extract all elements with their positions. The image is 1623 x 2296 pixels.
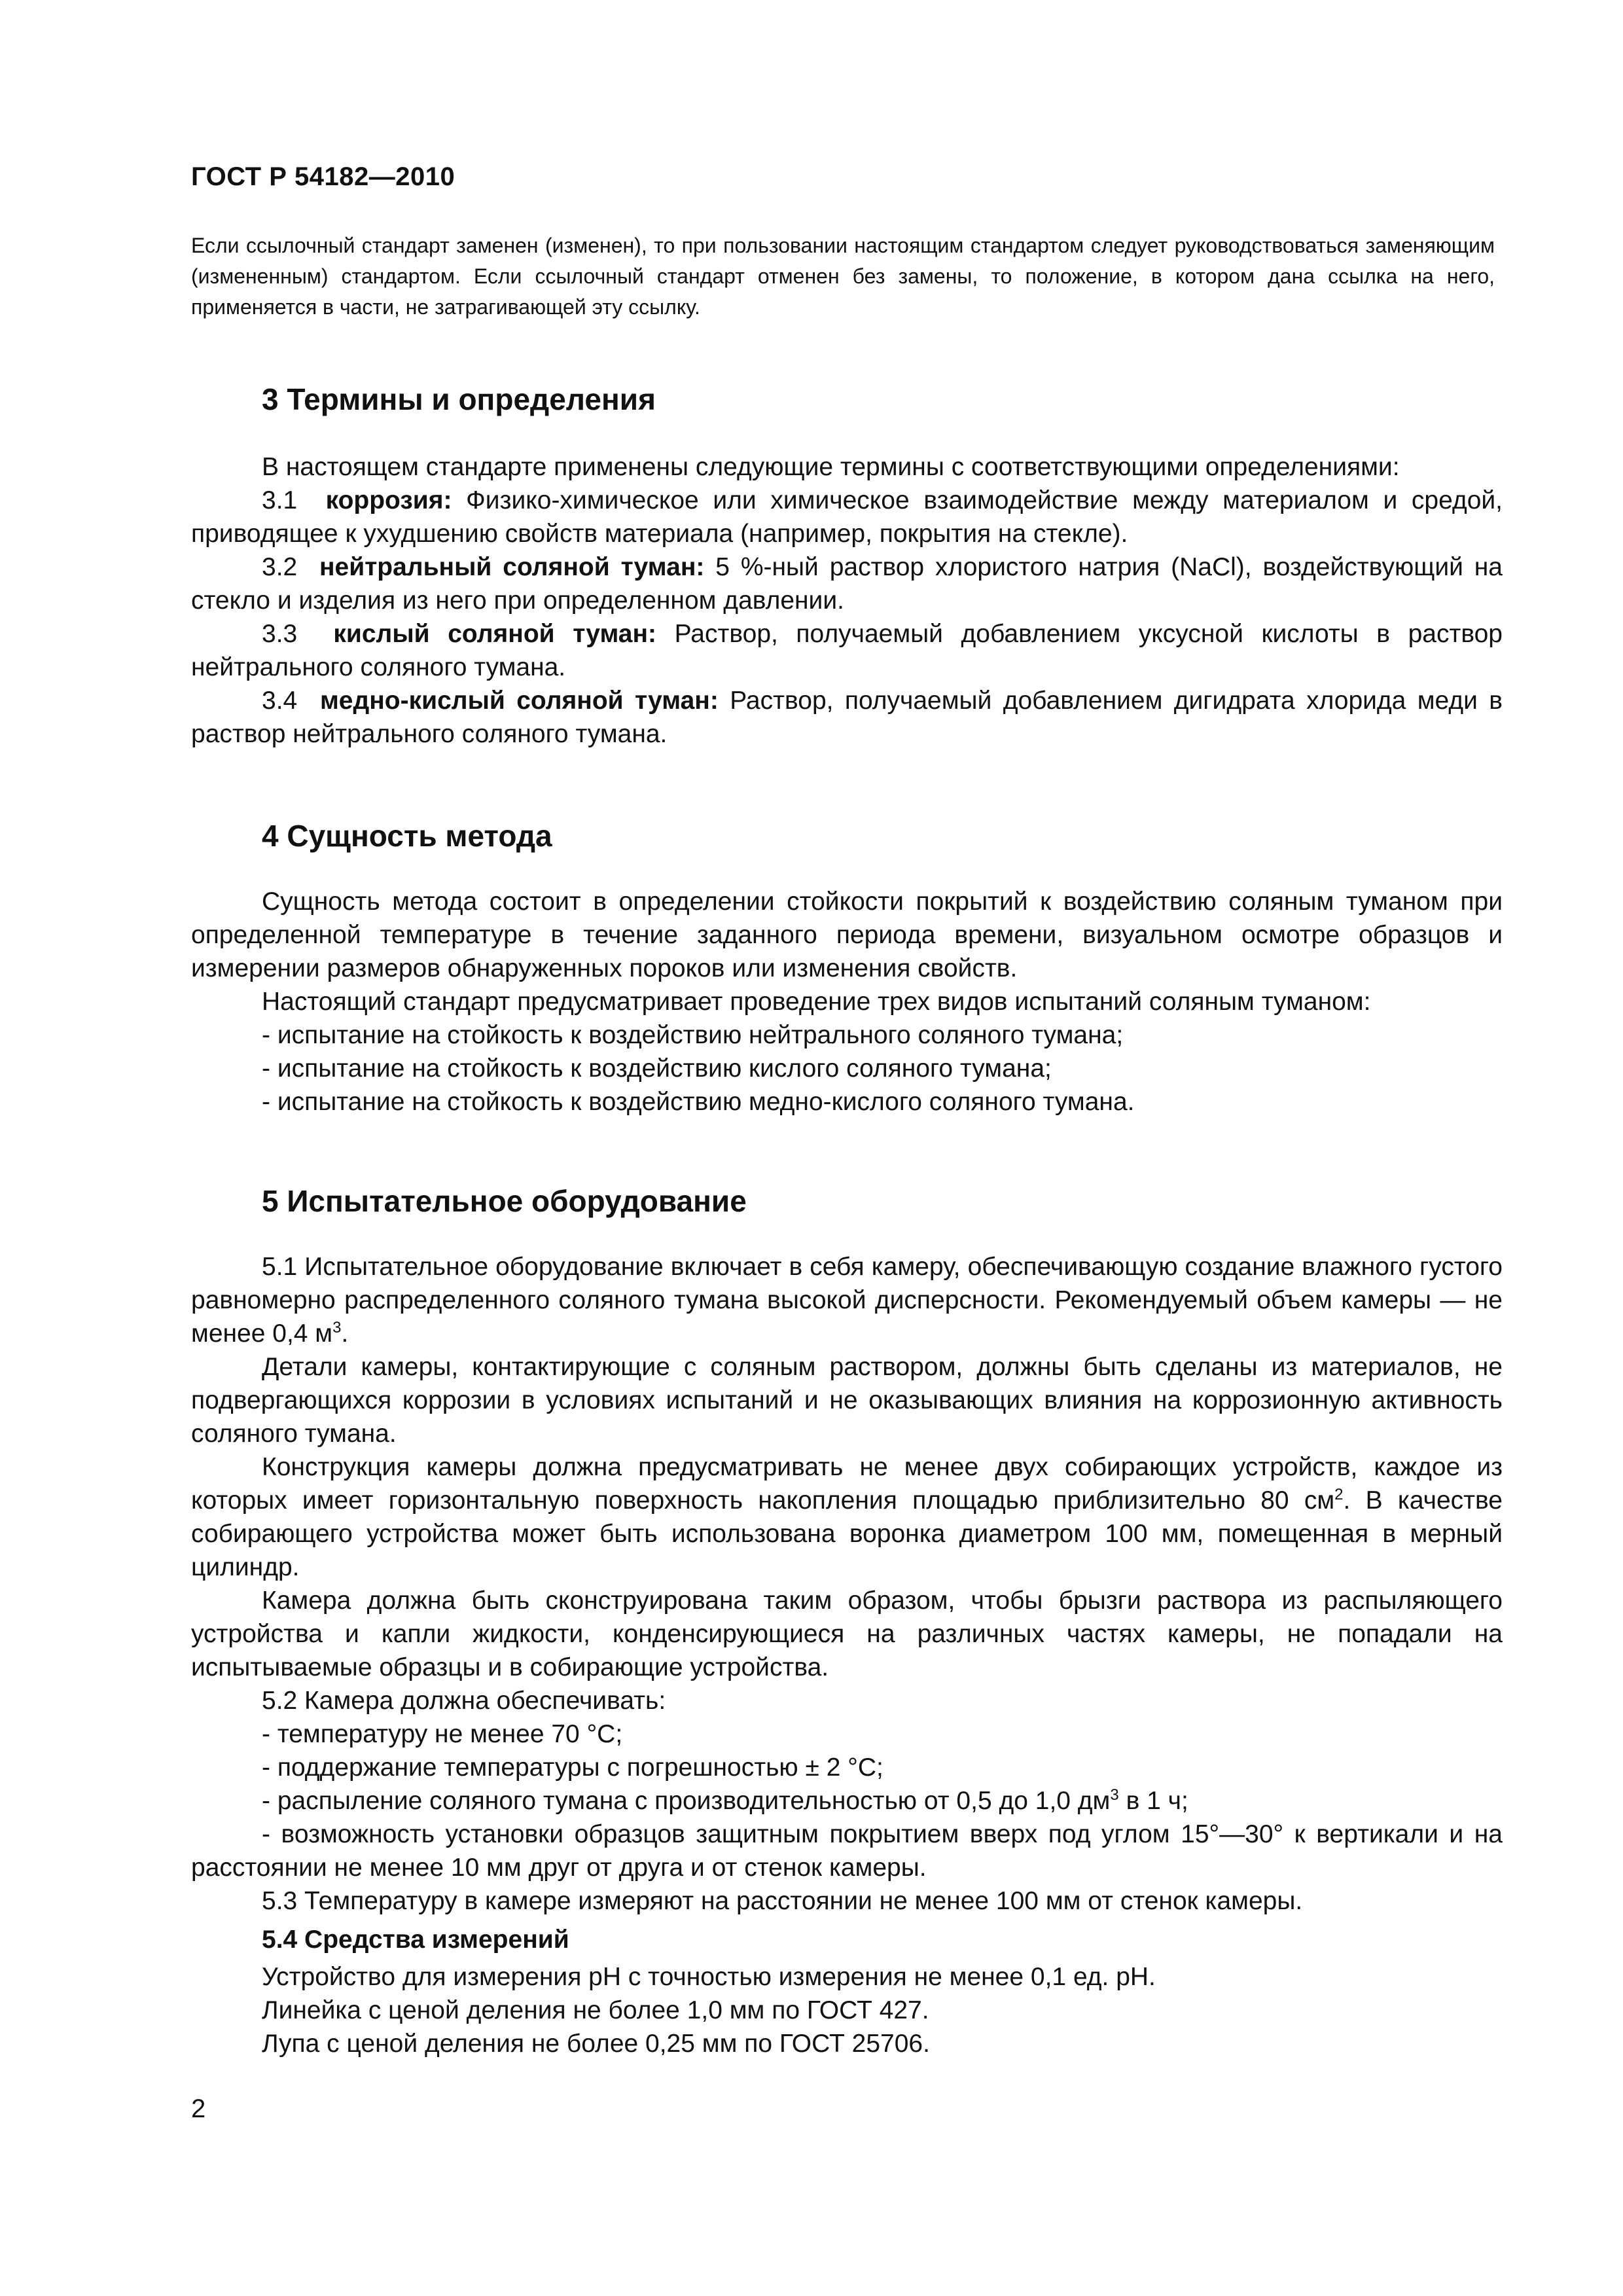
section-5-body xyxy=(191,1250,1503,2060)
measurement-item: Устройство для измерения рН с точностью измерения не менее 0,1 ед. рН. xyxy=(262,1963,1156,1991)
term-number: 3.4 xyxy=(262,687,298,715)
page-number: 2 xyxy=(191,2094,206,2123)
list-item: - температуру не менее 70 °С; xyxy=(262,1720,623,1748)
section-5-4-title: 5.4 Средства измерений xyxy=(262,1926,569,1954)
term-number: 3.1 xyxy=(262,486,298,514)
section-5-paragraph-3: Конструкция камеры должна предусматривать не менее двух собирающих устройств, каждое из которых имеет горизонтальную поверхность накопления площадью приблизительно 80 $см^2$. В качестве собирающего устройства может быть использована воронка диаметром 100 мм, помещенная в мерный цилиндр. xyxy=(191,1453,1503,1581)
document-header: ГОСТ Р 54182—2010 xyxy=(191,162,455,191)
term-name: нейтральный соляной туман: xyxy=(319,553,705,581)
list-item: - возможность установки образцов защитным покрытием вверх под углом 15°—30° к вертикали и на расстоянии не менее 10 мм друг от друга и от стенок камеры. xyxy=(191,1820,1503,1882)
term-3-2 xyxy=(191,550,1503,617)
term-3-3 xyxy=(191,617,1503,684)
list-item: - испытание на стойкость к воздействию нейтрального соляного тумана; xyxy=(262,1021,1124,1049)
measurement-item: Лупа с ценой деления не более 0,25 мм по ГОСТ 25706. xyxy=(262,2030,930,2058)
term-name: кислый соляной туман: xyxy=(333,620,657,648)
section-5-1-paragraph: 5.1 Испытательное оборудование включает в себя камеру, обеспечивающую создание влажного густого равномерно распределенного соляного тумана высокой дисперсности. Рекомендуемый объем камеры — не менее 0,4 $м^3$. xyxy=(191,1253,1503,1348)
section-4-body xyxy=(191,885,1503,1119)
section-5-3-paragraph: 5.3 Температуру в камере измеряют на расстоянии не менее 100 мм от стенок камеры. xyxy=(262,1887,1303,1915)
measurement-item: Линейка с ценой деления не более 1,0 мм по ГОСТ 427. xyxy=(262,1996,929,2024)
section-5-2-paragraph: 5.2 Камера должна обеспечивать: xyxy=(262,1687,666,1715)
term-name: медно-кислый соляной туман: xyxy=(319,687,719,715)
term-definition: Раствор, получаемый добавлением уксусной кислоты в раствор нейтрального соляного тумана. xyxy=(191,620,1503,681)
term-definition: Физико-химическое или химическое взаимодействие между материалом и средой, приводящее к ухудшению свойств материала (например, покрытия на стекле). xyxy=(191,486,1503,548)
term-3-1 xyxy=(191,484,1503,550)
section-3-lead: В настоящем стандарте применены следующие термины с соответствующими определениями: xyxy=(262,453,1400,481)
term-number: 3.2 xyxy=(262,553,298,581)
list-item: - испытание на стойкость к воздействию медно-кислого соляного тумана. xyxy=(262,1088,1135,1116)
list-item: - распыление соляного тумана с производительностью от 0,5 до 1,0 $дм^3$ в 1 ч; xyxy=(262,1786,1188,1815)
section-4-paragraph-1: Сущность метода состоит в определении стойкости покрытий к воздействию соляным туманом при определенной температуре в течение заданного периода времени, визуальном осмотре образцов и измерении размеров обнаруженных пороков или изменения свойств. xyxy=(191,888,1503,982)
section-3-title: 3 Термины и определения xyxy=(262,382,656,416)
list-item: - поддержание температуры с погрешностью ± 2 °С; xyxy=(262,1753,883,1782)
list-item: - испытание на стойкость к воздействию кислого соляного тумана; xyxy=(262,1054,1052,1083)
section-5-paragraph-4: Камера должна быть сконструирована таким образом, чтобы брызги раствора из распыляющего устройства и капли жидкости, конденсирующиеся на различных частях камеры, не попадали на испытываемые образцы и в собирающие устройства. xyxy=(191,1587,1503,1681)
intro-paragraph: Если ссылочный стандарт заменен (изменен), то при пользовании настоящим стандартом следует руководствоваться заменяющим (измененным) стандартом. Если ссылочный стандарт отменен без замены, то положение, в котором дана ссылка на него, применяется в части, не затрагивающей эту ссылку. xyxy=(191,234,1495,319)
section-4-paragraph-2: Настоящий стандарт предусматривает проведение трех видов испытаний соляным туманом: xyxy=(262,988,1371,1016)
section-4-title: 4 Сущность метода xyxy=(262,819,552,853)
term-number: 3.3 xyxy=(262,620,298,648)
section-5-paragraph-2: Детали камеры, контактирующие с соляным раствором, должны быть сделаны из материалов, не подвергающихся коррозии в условиях испытаний и не оказывающих влияния на коррозионную активность соляного тумана. xyxy=(191,1353,1503,1448)
section-5-title: 5 Испытательное оборудование xyxy=(262,1184,747,1218)
term-3-4 xyxy=(191,684,1503,751)
term-name: коррозия: xyxy=(325,486,452,514)
term-definition: Раствор, получаемый добавлением дигидрата хлорида меди в раствор нейтрального соляного тумана. xyxy=(191,687,1503,748)
term-definition: 5 %-ный раствор хлористого натрия (NaCl), воздействующий на стекло и изделия из него при определенном давлении. xyxy=(191,553,1503,615)
section-3-body xyxy=(191,450,1503,751)
